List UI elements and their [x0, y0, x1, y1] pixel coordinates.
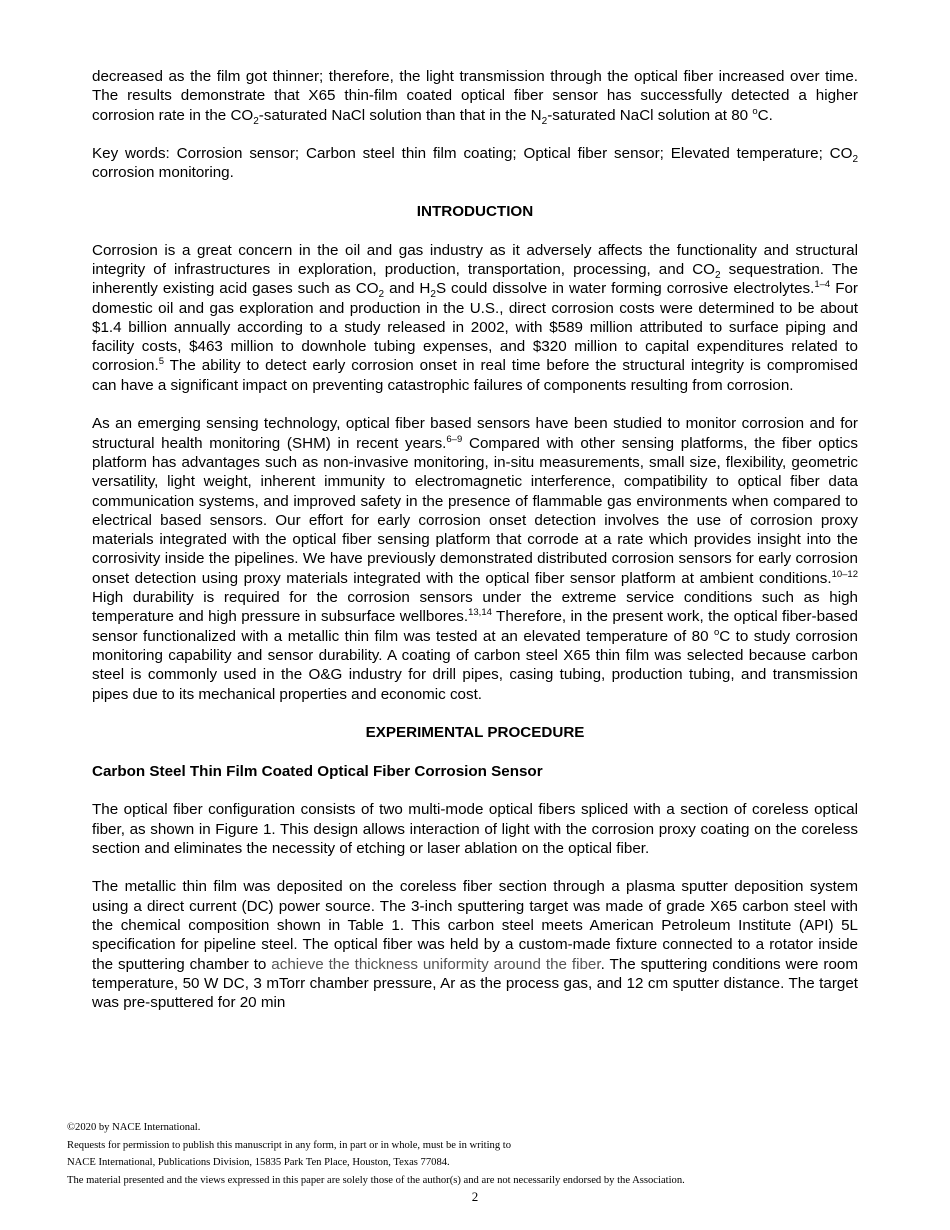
introduction-heading: INTRODUCTION: [416, 203, 534, 221]
introduction-paragraph-2: As an emerging sensing technology, optical fiber based sensors have been studied to monitor corrosion and for structural health monitoring (SHM) in recent years.$^{6-9}$ Compared with other sensing platforms, the fiber optics platform has advantages such as non-invasive monitoring, in-situ measurements, small size, flexibility, geometric versatility, light weight, inherent immunity to electromagnetic interference, compatibility to optical fiber data communication systems, and improved safety in the presence of flammable gas environments when compared to electrical based sensors. Our effort for early corrosion onset detection involves the use of corrosion proxy materials integrated with the optical fiber sensing platform that corrode at a rate which provides insight into the corrosivity inside the pipelines. We have previously demonstrated distributed corrosion sensors for early corrosion onset detection using proxy materials integrated with the optical fiber sensor platform at ambient conditions.$^{10-12}$ High durability is required for the corrosion sensors under the extreme service conditions such as high temperature and high pressure in subsurface wellbores.$^{13,14}$ Therefore, in the present work, the optical fiber-based sensor functionalized with a metallic thin film was tested at an elevated temperature of 80 $^o$C to study corrosion monitoring capability and sensor durability. A coating of carbon steel X65 thin film was selected because carbon steel is commonly used in the O&G industry for drill pipes, casing tubing, production tubing, and transmission pipes due to its mechanical properties and economic cost.: [92, 415, 858, 703]
keywords: Key words: Corrosion sensor; Carbon steel thin film coating; Optical fiber sensor; Elevated temperature; $CO_2$ corrosion monitoring.: [92, 145, 858, 182]
citation-ref: 5: [158, 356, 164, 368]
page-number: 2: [471, 1189, 479, 1204]
abstract-ending: decreased as the film got thinner; therefore, the light transmission through the optical fiber increased over time. The results demonstrate that X65 thin-film coated optical fiber sensor has successfully detected a higher corrosion rate in the $CO_2$-saturated NaCl solution than that in the $N_2$-saturated NaCl solution at 80 $^o$C.: [92, 68, 858, 127]
footer-copyright: ©2020 by NACE International.: [67, 1122, 201, 1133]
experimental-heading: EXPERIMENTAL PROCEDURE: [365, 724, 585, 742]
citation-ref: 6–9: [446, 433, 463, 445]
citation-ref: 13,14: [468, 607, 492, 619]
footer-address: NACE International, Publications Division, 15835 Park Ten Place, Houston, Texas 77084.: [67, 1157, 450, 1169]
section-subheading: Carbon Steel Thin Film Coated Optical Fiber Corrosion Sensor: [92, 762, 543, 780]
highlighted-text: achieve the thickness uniformity around the fiber: [271, 955, 601, 973]
page-footer: [67, 1119, 867, 1189]
footer-permission: Requests for permission to publish this manuscript in any form, in part or in whole, must be in writing to: [67, 1139, 512, 1151]
experimental-paragraph-2: The metallic thin film was deposited on the coreless fiber section through a plasma sputter deposition system using a direct current (DC) power source. The 3-inch sputtering target was made of grade X65 carbon steel with the chemical composition shown in Table 1. This carbon steel meets American Petroleum Institute (API) 5L specification for pipeline steel. The optical fiber was held by a custom-made fixture connected to a rotator inside the sputtering chamber to achieve the thickness uniformity around the fiber. The sputtering conditions were room temperature, 50 W DC, 3 mTorr chamber pressure, Ar as the process gas, and 12 cm sputter distance. The target was pre-sputtered for 20 min: [92, 878, 858, 1012]
citation-ref: 10–12: [831, 568, 858, 580]
page-body: [92, 67, 858, 1013]
footer-disclaimer: The material presented and the views expressed in this paper are solely those of the author(s) and are not necessarily endorsed by the Association.: [67, 1174, 685, 1186]
citation-ref: 1–4: [814, 279, 831, 291]
introduction-paragraph-1: Corrosion is a great concern in the oil and gas industry as it adversely affects the functionality and structural integrity of infrastructures in exploration, production, transportation, processing, and $CO_2$ sequestration. The inherently existing acid gases such as $CO_2$ and $H_2S$ could dissolve in water forming corrosive electrolytes.$^{1-4}$ For domestic oil and gas exploration and production in the U.S., direct corrosion costs were determined to be about $1.4 billion annually according to a study released in 2002, with $589 million attributed to surface piping and facility costs, $463 million to downhole tubing expenses, and $320 million to capital expenditures related to corrosion.$^5$ The ability to detect early corrosion onset in real time before the structural integrity is compromised can have a significant impact on preventing catastrophic failures of components resulting from corrosion.: [92, 241, 858, 394]
experimental-paragraph-1: The optical fiber configuration consists of two multi-mode optical fibers spliced with a section of coreless optical fiber, as shown in Figure 1. This design allows interaction of light with the corrosion proxy coating on the coreless section and eliminates the necessity of etching or laser ablation on the optical fiber.: [92, 801, 858, 857]
